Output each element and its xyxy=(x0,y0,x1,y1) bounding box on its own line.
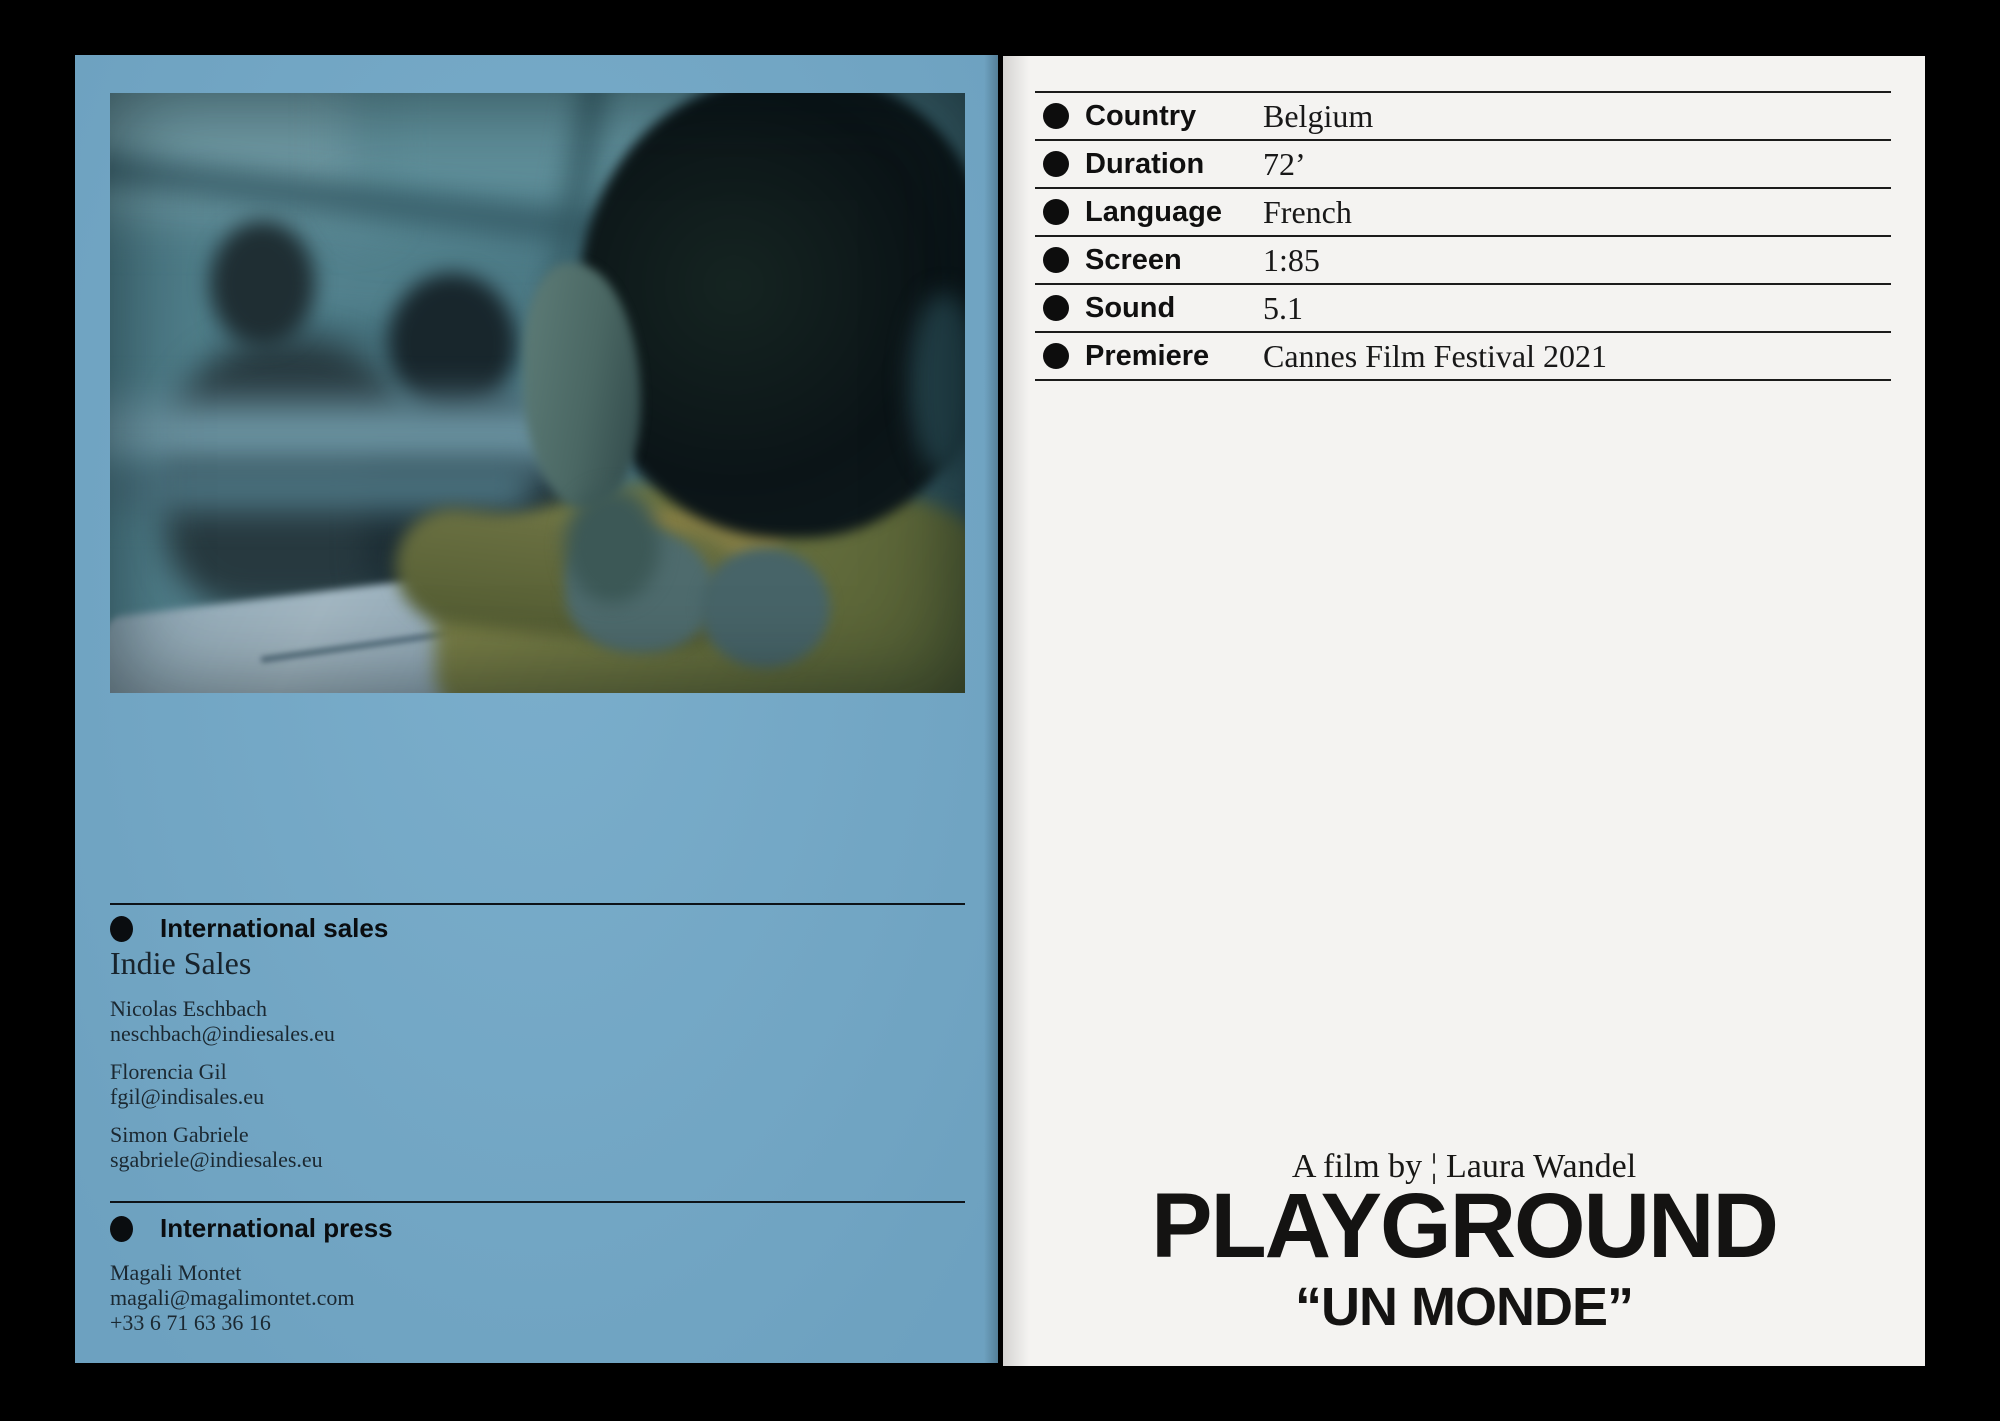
spec-value: Belgium xyxy=(1263,97,1374,134)
table-row xyxy=(1035,141,1891,189)
bullet-icon xyxy=(1043,247,1069,273)
left-page xyxy=(75,55,998,1363)
film-specs-table xyxy=(1035,91,1891,381)
right-page xyxy=(1003,56,1925,1366)
table-row xyxy=(1035,93,1891,141)
film-original-title: “UN MONDE” xyxy=(1295,1277,1633,1337)
spec-label: Screen xyxy=(1085,243,1182,276)
contact-entry xyxy=(110,1122,335,1172)
spec-value: Cannes Film Festival 2021 xyxy=(1263,337,1607,374)
film-credit-line: A film by ¦ Laura Wandel xyxy=(1291,1148,1637,1185)
bullet-icon xyxy=(110,1216,133,1242)
table-row xyxy=(1035,333,1891,381)
divider-line xyxy=(110,1201,965,1203)
photo-vignette xyxy=(110,93,965,693)
heading-label: International sales xyxy=(160,913,389,943)
contact-phone: +33 6 71 63 36 16 xyxy=(110,1310,271,1335)
bullet-icon xyxy=(1043,295,1069,321)
spec-label: Language xyxy=(1085,195,1222,228)
table-row xyxy=(1035,237,1891,285)
table-row xyxy=(1035,285,1891,333)
international-press-heading xyxy=(110,1213,393,1244)
sales-company: Indie Sales xyxy=(110,945,252,981)
contact-email: fgil@indisales.eu xyxy=(110,1084,265,1109)
international-sales-heading xyxy=(110,913,388,944)
table-row xyxy=(1035,189,1891,237)
contact-name: Magali Montet xyxy=(110,1260,242,1285)
contact-email: magali@magalimontet.com xyxy=(110,1285,355,1310)
bullet-icon xyxy=(110,916,133,942)
film-still xyxy=(110,93,965,693)
bullet-icon xyxy=(1043,103,1069,129)
contact-name: Nicolas Eschbach xyxy=(110,996,267,1021)
spec-label: Premiere xyxy=(1085,339,1210,372)
contact-entry xyxy=(110,1059,335,1109)
film-title: PLAYGROUND xyxy=(1151,1175,1777,1277)
contact-entry xyxy=(110,996,335,1046)
contact-email: neschbach@indiesales.eu xyxy=(110,1021,335,1046)
bullet-icon xyxy=(1043,343,1069,369)
heading-label: International press xyxy=(160,1213,393,1243)
bullet-icon xyxy=(1043,199,1069,225)
contact-name: Simon Gabriele xyxy=(110,1122,249,1147)
press-contacts xyxy=(110,1260,354,1348)
contact-entry xyxy=(110,1260,354,1335)
spec-label: Duration xyxy=(1085,147,1205,180)
contact-name: Florencia Gil xyxy=(110,1059,227,1084)
spec-value: 1:85 xyxy=(1263,241,1320,278)
spec-label: Country xyxy=(1085,99,1197,132)
divider-line xyxy=(110,903,965,905)
bullet-icon xyxy=(1043,151,1069,177)
spec-value: 72’ xyxy=(1263,145,1306,182)
contact-email: sgabriele@indiesales.eu xyxy=(110,1147,323,1172)
spec-label: Sound xyxy=(1085,291,1176,324)
spec-value: French xyxy=(1263,193,1352,230)
spec-value: 5.1 xyxy=(1263,289,1303,326)
sales-contacts xyxy=(110,996,335,1185)
